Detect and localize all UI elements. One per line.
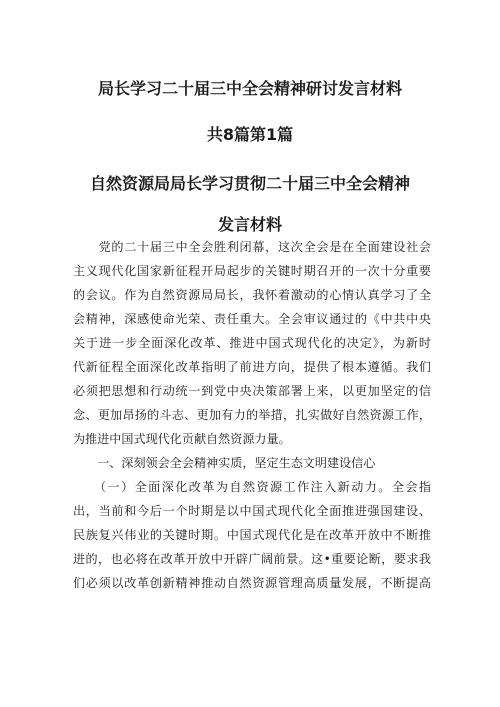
paragraph-1-line: 关于进一步全面深化改革、推进中国式现代化的决定》，为新时 xyxy=(73,336,431,350)
paragraph-1-line: 主义现代化国家新征程开局起步的关键时期召开的一次十分重要 xyxy=(73,264,431,278)
article-title-line-1: 自然资源局局长学习贯彻二十届三中全会精神 xyxy=(89,174,410,193)
paragraph-2-line: （一）全面深化改革为自然资源工作注入新动力。全会指 xyxy=(73,480,431,494)
paragraph-1-line: 为推进中国式现代化贡献自然资源力量。 xyxy=(73,432,291,446)
document-subtitle: 共8篇第1篇 xyxy=(206,125,294,144)
paragraph-2-line: 出，当前和今后一个时期是以中国式现代化全面推进强国建设、 xyxy=(73,504,431,518)
article-body xyxy=(73,235,431,595)
paragraph-1-line: 代新征程全面深化改革指明了前进方向，提供了根本遵循。我们 xyxy=(73,360,431,374)
paragraph-1-line: 念、更加昂扬的斗志、更加有力的举措，扎实做好自然资源工作， xyxy=(73,408,431,422)
paragraph-2-line: 们必须以改革创新精神推动自然资源管理高质量发展，不断提高 xyxy=(73,576,431,590)
paragraph-1-line: 党的二十届三中全会胜利闭幕，这次全会是在全面建设社会 xyxy=(73,240,431,254)
paragraph-1-line: 必须把思想和行动统一到党中央决策部署上来，以更加坚定的信 xyxy=(73,384,431,398)
paragraph-2-line: 民族复兴伟业的关键时期。中国式现代化是在改革开放中不断推 xyxy=(73,528,431,542)
paragraph-1-line: 的会议。作为自然资源局局长，我怀着激动的心情认真学习了全 xyxy=(73,288,431,302)
document-title: 局长学习二十届三中全会精神研讨发言材料 xyxy=(97,79,402,98)
paragraph-2-line: 进的，也必将在改革开放中开辟广阔前景。这•重要论断，要求我 xyxy=(73,552,431,566)
section-heading: 一、深刻领会全会精神实质，坚定生态文明建设信心 xyxy=(73,456,376,470)
article-title-line-2: 发言材料 xyxy=(217,215,282,234)
paragraph-1-line: 会精神，深感使命光荣、责任重大。全会审议通过的《中共中央 xyxy=(73,312,431,326)
